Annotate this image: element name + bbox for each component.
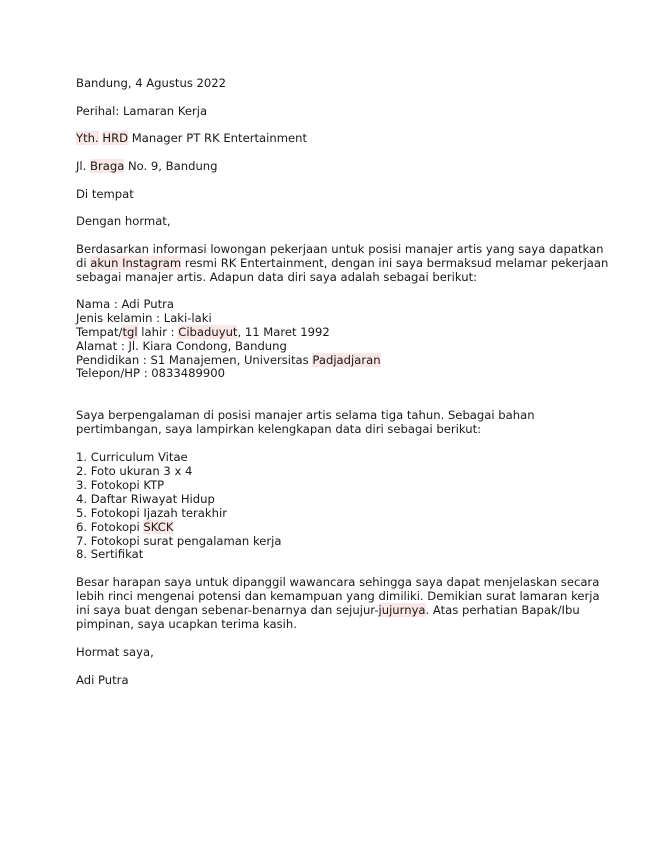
recipient-rest: Manager PT RK Entertainment — [128, 131, 308, 145]
closing-line-3-post: . Atas perhatian Bapak/Ibu — [425, 603, 580, 617]
regards: Hormat saya, — [76, 645, 154, 659]
bio-education — [76, 353, 381, 367]
letter-subject: Perihal: Lamaran Kerja — [76, 104, 208, 118]
bio-education-pre: Pendidikan : S1 Manajemen, Universitas — [76, 353, 313, 367]
greeting: Dengan hormat, — [76, 214, 171, 228]
bio-address: Alamat : Jl. Kiara Condong, Bandung — [76, 339, 287, 353]
closing-line-2: lebih rinci mengenai potensi dan kemampuan yang dimiliki. Demikian surat lamaran kerja — [76, 589, 600, 603]
bio-gender: Jenis kelamin : Laki-laki — [76, 311, 212, 325]
attachment-3: 3. Fotokopi KTP — [76, 478, 165, 492]
bio-name: Nama : Adi Putra — [76, 297, 174, 311]
attachment-5: 5. Fotokopi Ijazah terakhir — [76, 506, 227, 520]
signature-name: Adi Putra — [76, 673, 129, 687]
closing-line-1: Besar harapan saya untuk dipanggil wawancara sehingga saya dapat menjelaskan secara — [76, 575, 600, 589]
attachment-4: 4. Daftar Riwayat Hidup — [76, 492, 215, 506]
letter-date: Bandung, 4 Agustus 2022 — [76, 76, 227, 90]
recipient-address — [76, 159, 218, 173]
address-pre: Jl. — [76, 159, 91, 173]
recipient-yth: Yth. — [76, 131, 99, 145]
address-post: No. 9, Bandung — [124, 159, 218, 173]
intro-line-3: sebagai manajer artis. Adapun data diri saya adalah sebagai berikut: — [76, 270, 478, 284]
di-tempat: Di tempat — [76, 187, 134, 201]
bio-birth — [76, 325, 330, 339]
letter-recipient — [76, 131, 307, 145]
experience-line-1: Saya berpengalaman di posisi manajer artis selama tiga tahun. Sebagai bahan — [76, 408, 535, 422]
intro-line-1: Berdasarkan informasi lowongan pekerjaan untuk posisi manajer artis yang saya dapatkan — [76, 242, 604, 256]
experience-line-2: pertimbangan, saya lampirkan kelengkapan data diri sebagai berikut: — [76, 422, 482, 436]
bio-birth-tgl: tgl — [122, 325, 138, 339]
recipient-hrd: HRD — [102, 131, 129, 145]
attachment-6-pre: 6. Fotokopi — [76, 520, 144, 534]
attachment-6-skck: SKCK — [143, 520, 174, 534]
closing-line-3-pre: ini saya buat dengan sebenar-benarnya dan sejujur- — [76, 603, 379, 617]
intro-di: di — [76, 256, 91, 270]
bio-birth-date: , 11 Maret 1992 — [237, 325, 330, 339]
attachment-2: 2. Foto ukuran 3 x 4 — [76, 464, 193, 478]
attachment-1: 1. Curriculum Vitae — [76, 450, 188, 464]
closing-jujurnya: jujurnya — [378, 603, 426, 617]
attachment-6 — [76, 520, 173, 534]
closing-line-3 — [76, 603, 580, 617]
bio-birth-city: Cibaduyut — [178, 325, 238, 339]
attachment-8: 8. Sertifikat — [76, 547, 144, 561]
closing-line-4: pimpinan, saya ucapkan terima kasih. — [76, 617, 297, 631]
bio-birth-mid: lahir : — [137, 325, 179, 339]
intro-akun: akun — [90, 256, 119, 270]
attachment-7: 7. Fotokopi surat pengalaman kerja — [76, 534, 282, 548]
intro-line-2 — [76, 256, 608, 270]
bio-phone: Telepon/HP : 0833489900 — [76, 366, 226, 380]
intro-rest: resmi RK Entertainment, dengan ini saya bermaksud melamar pekerjaan — [181, 256, 609, 270]
address-braga: Braga — [90, 159, 125, 173]
bio-birth-pre: Tempat/ — [76, 325, 123, 339]
bio-education-uni: Padjadjaran — [312, 353, 381, 367]
intro-instagram: Instagram — [122, 256, 182, 270]
